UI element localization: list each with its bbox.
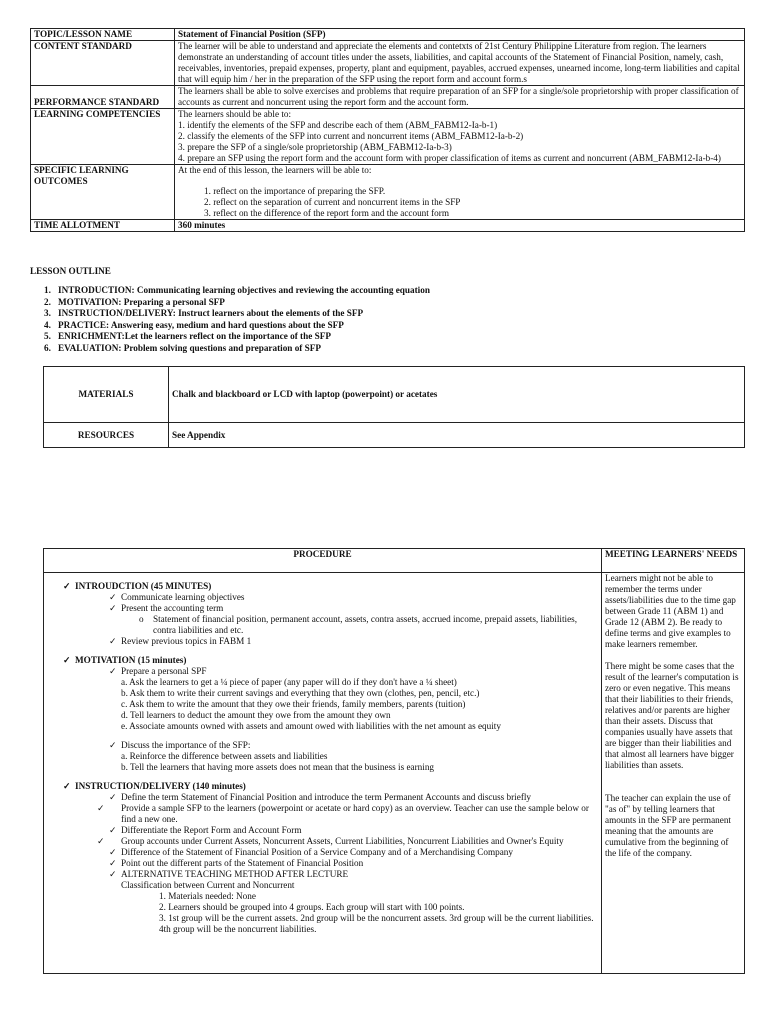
time-allotment-label: TIME ALLOTMENT xyxy=(31,220,175,232)
learners-needs-note: The teacher can explain the use of "as of" by telling learners that amounts in the SFP are permanent meaning that the amounts are cumulative from the beginning of the life of the company. xyxy=(605,793,731,858)
checkmark-icon: ✓ xyxy=(109,603,117,613)
outcome-item: 1. reflect on the importance of preparing the SFP. xyxy=(204,186,386,196)
resources-row xyxy=(44,423,745,448)
specific-outcomes-label: SPECIFIC LEARNING OUTCOMES xyxy=(31,165,175,220)
procedure-step: ✓ Difference of the Statement of Financial Position of a Service Company and of a Merchandising Company xyxy=(109,847,513,857)
procedure-substep: a. Reinforce the difference between assets and liabilities xyxy=(121,751,328,761)
content-standard-label: CONTENT STANDARD xyxy=(31,41,175,86)
procedure-header-row xyxy=(44,549,745,573)
checkmark-icon: ✓ xyxy=(109,666,117,676)
lesson-outline-list xyxy=(44,285,430,355)
learners-needs-note: Learners might not be able to remember the terms under assets/liabilities due to the time gap between Grade 11 (ABM 1) and Grade 12 (ABM 2). Be ready to define terms and give examples to make learners remember. xyxy=(605,573,736,649)
learning-competencies-row xyxy=(31,109,745,165)
procedure-step: ✓ ALTERNATIVE TEACHING METHOD AFTER LECTURE xyxy=(109,869,349,879)
procedure-substep: 2. Learners should be grouped into 4 groups. Each group will start with 100 points. xyxy=(159,902,465,912)
checkmark-icon: ✓ xyxy=(109,825,117,835)
procedure-step: ✓ Discuss the importance of the SFP: xyxy=(109,740,251,750)
outline-item: 2. MOTIVATION: Preparing a personal SFP xyxy=(44,296,225,307)
procedure-step: ✓ Communicate learning objectives xyxy=(109,592,245,602)
materials-table xyxy=(43,366,745,448)
topic-value: Statement of Financial Position (SFP) xyxy=(175,29,745,41)
outcome-item: 3. reflect on the difference of the report form and the account form xyxy=(204,208,449,218)
procedure-substep: a. Ask the learners to get a ¼ piece of paper (any paper will do if they don't have a ¼ sheet) xyxy=(121,677,457,687)
resources-value: See Appendix xyxy=(169,423,745,448)
lesson-outline-title: LESSON OUTLINE xyxy=(30,266,111,276)
procedure-step: ✓ Point out the different parts of the Statement of Financial Position xyxy=(109,858,364,868)
checkmark-icon: ✓ xyxy=(109,858,117,868)
checkmark-icon: ✓ xyxy=(109,592,117,602)
outline-item: 5. ENRICHMENT:Let the learners reflect on the importance of the SFP xyxy=(44,331,331,342)
learning-competencies-value xyxy=(175,109,745,165)
checkmark-icon: ✓ xyxy=(97,836,105,846)
outline-item: 4. PRACTICE: Answering easy, medium and hard questions about the SFP xyxy=(44,319,344,330)
outline-item: 6. EVALUATION: Problem solving questions and preparation of SFP xyxy=(44,342,321,353)
procedure-step: ✓ Prepare a personal SPF xyxy=(109,666,207,676)
procedure-substep: Classification between Current and Noncurrent xyxy=(121,880,295,890)
procedure-body xyxy=(44,573,602,974)
procedure-step: ✓ Differentiate the Report Form and Account Form xyxy=(109,825,302,835)
content-standard-row xyxy=(31,41,745,86)
procedure-step: ✓ Group accounts under Current Assets, Noncurrent Assets, Current Liabilities, Noncurrent Liabilities and Owner's Equity xyxy=(97,836,564,846)
checkmark-icon: ✓ xyxy=(63,781,71,791)
procedure-step: ✓ Present the accounting term xyxy=(109,603,224,613)
procedure-table xyxy=(43,548,745,974)
checkmark-icon: ✓ xyxy=(63,655,71,665)
materials-label: MATERIALS xyxy=(44,367,169,423)
procedure-substep: e. Associate amounts owned with assets and amount owed with liabilities with the net amount as equity xyxy=(121,721,501,731)
procedure-body-row xyxy=(44,573,745,974)
checkmark-icon: ✓ xyxy=(97,803,105,813)
topic-row xyxy=(31,29,745,41)
procedure-step: ✓ Define the term Statement of Financial Position and introduce the term Permanent Accounts and discuss briefly xyxy=(109,792,532,802)
instruction-heading: ✓ INSTRUCTION/DELIVERY (140 minutes) xyxy=(63,781,246,791)
specific-outcomes-value xyxy=(175,165,745,220)
outline-item: 1. INTRODUCTION: Communicating learning objectives and reviewing the accounting equation xyxy=(44,285,430,295)
procedure-substep: b. Tell the learners that having more assets does not mean that the business is earning xyxy=(121,762,435,772)
learners-needs-note: There might be some cases that the result of the learner's computation is zero or even negative. This means that their liabilities to their friends, relatives and/or parents are higher than their assets. Discuss that companies usually have assets that are bigger than their liabilities and that almost all learners have bigger liabilities than assets. xyxy=(605,661,739,770)
performance-standard-label: PERFORMANCE STANDARD xyxy=(31,86,175,109)
checkmark-icon: ✓ xyxy=(109,636,117,646)
procedure-substep: c. Ask them to write the amount that they owe their friends, family members, parents (tuition) xyxy=(121,699,466,709)
specific-outcomes-row xyxy=(31,165,745,220)
checkmark-icon: ✓ xyxy=(63,581,71,591)
checkmark-icon: ✓ xyxy=(109,792,117,802)
checkmark-icon: ✓ xyxy=(109,869,117,879)
learners-needs-body xyxy=(602,573,745,974)
bullet-icon: o xyxy=(139,614,144,624)
checkmark-icon: ✓ xyxy=(109,740,117,750)
checkmark-icon: ✓ xyxy=(109,847,117,857)
time-allotment-value: 360 minutes xyxy=(175,220,745,232)
motivation-heading: ✓ MOTIVATION (15 minutes) xyxy=(63,655,187,665)
competency-item: 3. prepare the SFP of a single/sole proprietorship (ABM_FABM12-Ia-b-3) xyxy=(178,142,452,152)
performance-standard-row xyxy=(31,86,745,109)
procedure-step: ✓ Provide a sample SFP to the learners (powerpoint or acetate or hard copy) as an overview. Teacher can use the sample below or find a new one. xyxy=(97,803,589,824)
introduction-heading: ✓ INTROUDCTION (45 MINUTES) xyxy=(63,581,212,591)
procedure-substep: d. Tell learners to deduct the amount they owe from the amount they own xyxy=(121,710,391,720)
content-standard-value: The learner will be able to understand and appreciate the elements and contetxts of 21st Century Philippine Literature from region. The learners demonstrate an understanding of account titles under the assets, liabilities, and capital accounts of the Statement of Financial Position, namely, cash, receivables, inventories, prepaid expenses, property, plant and equipment, payables, accrued expenses, unearned income, long-term liabilities and capital that will equip him / her in the preparation of the SFP using the report form and account form.s xyxy=(175,41,745,86)
outcomes-intro: At the end of this lesson, the learners will be able to: xyxy=(178,165,372,175)
procedure-header: PROCEDURE xyxy=(44,549,602,573)
lesson-info-table xyxy=(30,28,745,232)
materials-value: Chalk and blackboard or LCD with laptop (powerpoint) or acetates xyxy=(169,367,745,423)
topic-label: TOPIC/LESSON NAME xyxy=(31,29,175,41)
procedure-substep: 1. Materials needed: None xyxy=(159,891,256,901)
competencies-intro: The learners should be able to: xyxy=(178,109,292,119)
learning-competencies-label: LEARNING COMPETENCIES xyxy=(31,109,175,165)
learners-needs-header: MEETING LEARNERS' NEEDS xyxy=(602,549,745,573)
time-allotment-row xyxy=(31,220,745,232)
performance-standard-value: The learners shall be able to solve exercises and problems that require preparation of an SFP for a single/sole proprietorship with proper classification of accounts as current and noncurrent using the report form and the account form. xyxy=(175,86,745,109)
competency-item: 2. classify the elements of the SFP into current and noncurrent items (ABM_FABM12-Ia-b-2) xyxy=(178,131,524,141)
procedure-step: ✓ Review previous topics in FABM 1 xyxy=(109,636,252,646)
resources-label: RESOURCES xyxy=(44,423,169,448)
procedure-substep: b. Ask them to write their current savings and everything that they own (clothes, pen, pencil, etc.) xyxy=(121,688,480,698)
materials-row xyxy=(44,367,745,423)
outline-item: 3. INSTRUCTION/DELIVERY: Instruct learners about the elements of the SFP xyxy=(44,308,364,319)
procedure-substep: 3. 1st group will be the current assets. 2nd group will be the noncurrent assets. 3rd group will be the current liabilities. 4th group will be the noncurrent liabilities. xyxy=(159,913,594,934)
competency-item: 4. prepare an SFP using the report form and the account form with proper classification of items as current and noncurrent (ABM_FABM12-Ia-b-4) xyxy=(178,153,721,163)
competency-item: 1. identify the elements of the SFP and describe each of them (ABM_FABM12-Ia-b-1) xyxy=(178,120,498,130)
procedure-substep: o Statement of financial position, permanent account, assets, contra assets, accrued income, prepaid assets, liabilities, contra liabilities and etc. xyxy=(139,614,578,635)
outcome-item: 2. reflect on the separation of current and noncurrent items in the SFP xyxy=(204,197,461,207)
